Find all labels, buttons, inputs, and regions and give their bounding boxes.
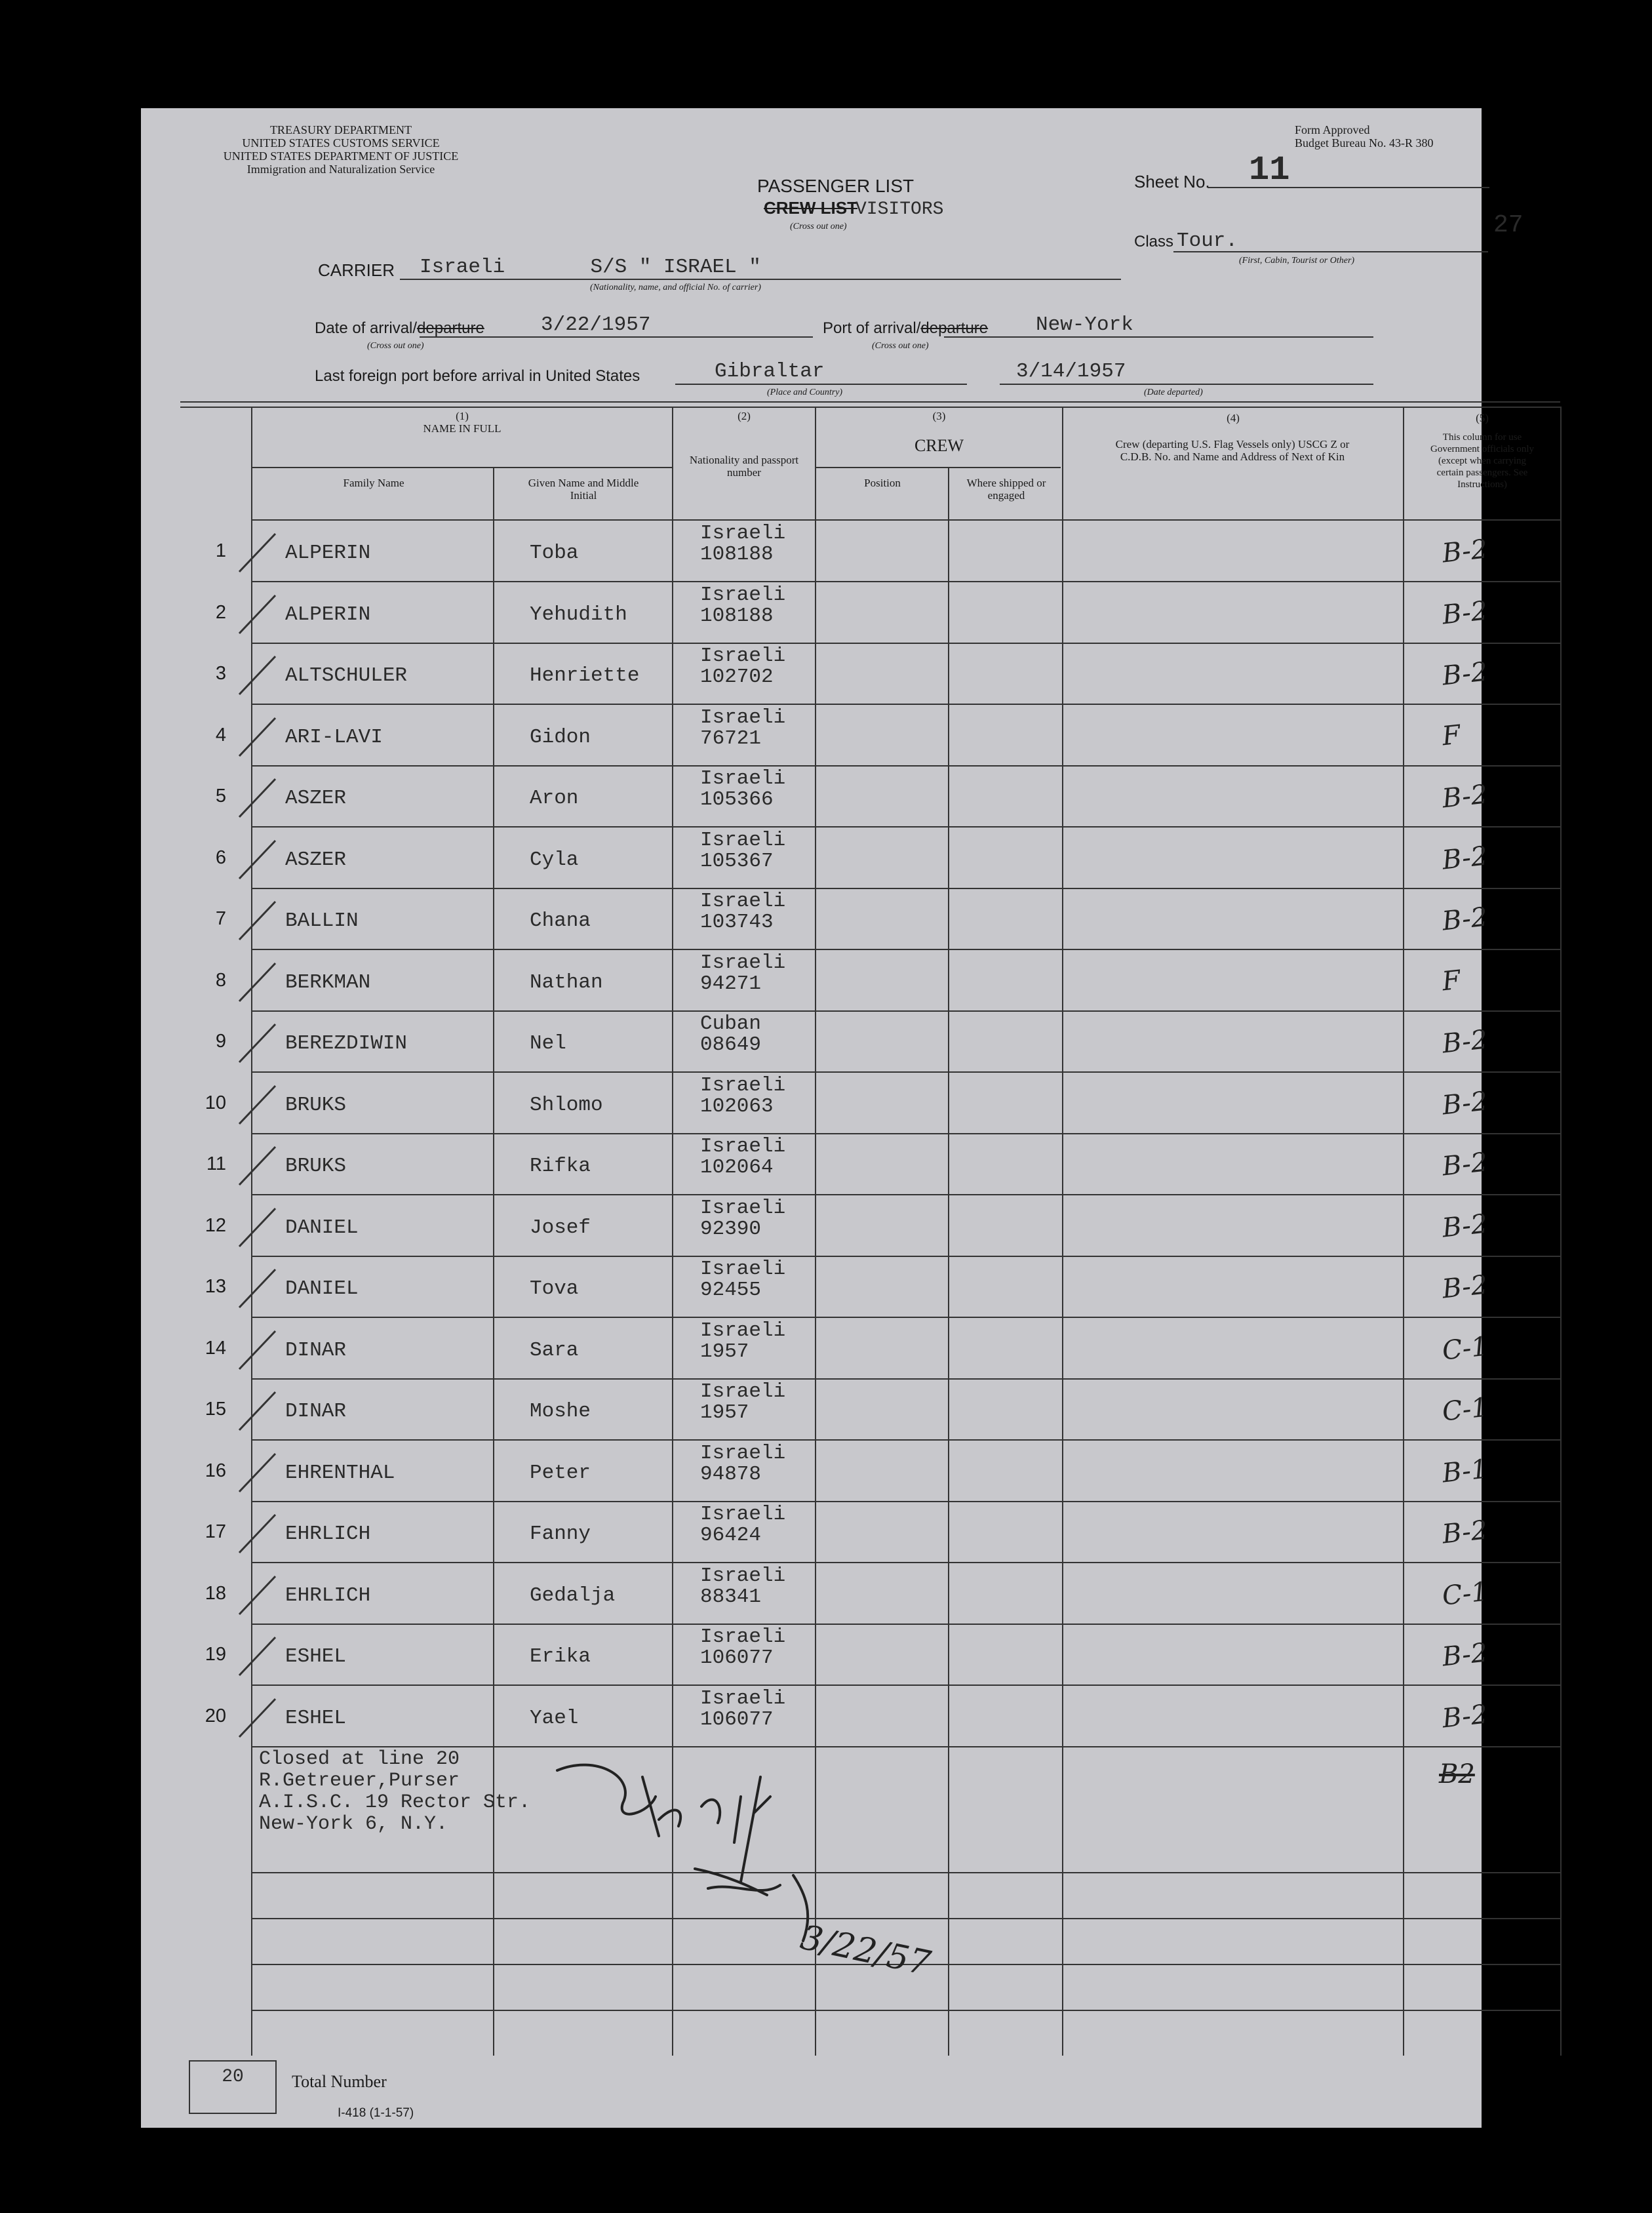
col1-header (252, 410, 672, 435)
dept-line: TREASURY DEPARTMENT (269, 123, 412, 136)
passport-number: 1957 (700, 1401, 749, 1424)
row-number: 13 (205, 1276, 226, 1297)
check-slash-icon (226, 894, 285, 953)
family-name: ESHEL (285, 1645, 347, 1668)
arrival-hint: (Cross out one) (367, 341, 424, 351)
nationality: Israeli (700, 1258, 786, 1281)
total-value: 20 (222, 2067, 244, 2087)
admission-code: B-2 (1440, 1699, 1489, 1734)
form-approved: Form Approved (1295, 123, 1370, 136)
passport-number: 106077 (700, 1646, 774, 1669)
dept-line: Immigration and Naturalization Service (246, 163, 435, 176)
given-name: Henriette (530, 664, 640, 687)
arrival-label-text: Date of arrival/ (315, 319, 418, 337)
total-box (189, 2060, 277, 2114)
table-top-rule (180, 401, 1560, 403)
closing-line: Closed at line 20 (259, 1748, 460, 1770)
closing-line: A.I.S.C. 19 Rector Str. (259, 1791, 531, 1814)
check-slash-icon (226, 955, 285, 1014)
col1-number: (1) (456, 410, 469, 422)
row-number: 10 (205, 1092, 226, 1113)
form-approved-block (1295, 123, 1433, 150)
table-row (0, 1255, 1652, 1317)
table-row (0, 1562, 1652, 1624)
nationality: Israeli (700, 1625, 786, 1648)
nationality: Israeli (700, 1197, 786, 1220)
admission-code: B-2 (1440, 1024, 1489, 1060)
family-name: DINAR (285, 1400, 347, 1423)
row-number: 7 (215, 908, 226, 929)
dept-line: UNITED STATES CUSTOMS SERVICE (242, 136, 440, 150)
family-name: ALTSCHULER (285, 664, 408, 687)
dept-line: UNITED STATES DEPARTMENT OF JUSTICE (223, 150, 459, 163)
col2-title: Nationality and passport number (689, 454, 799, 479)
admission-code: B-2 (1440, 1269, 1489, 1305)
nationality: Israeli (700, 1565, 786, 1587)
row-number: 12 (205, 1215, 226, 1236)
row-number: 19 (205, 1644, 226, 1665)
check-slash-icon (226, 1201, 285, 1260)
check-slash-icon (226, 1691, 285, 1750)
family-name: ALPERIN (285, 542, 371, 565)
admission-code: B-2 (1440, 1637, 1489, 1673)
family-name: DANIEL (285, 1277, 359, 1300)
table-row (0, 1623, 1652, 1685)
passport-number: 1957 (700, 1340, 749, 1363)
table-row (0, 519, 1652, 581)
check-slash-icon (226, 1446, 285, 1505)
passport-number: 92390 (700, 1218, 762, 1241)
nationality: Israeli (700, 829, 786, 852)
table-row (0, 1071, 1652, 1133)
family-name: DINAR (285, 1339, 347, 1362)
admission-code: B-2 (1440, 902, 1489, 937)
port-label-text: Port of arrival/ (823, 319, 921, 337)
nationality: Israeli (700, 645, 786, 668)
carrier-underline (400, 279, 1121, 280)
port-hint: (Cross out one) (872, 341, 929, 351)
col5-title: This column for use Government officials only (except when carrying certain passengers. See Instructions) (1430, 432, 1535, 490)
check-slash-icon (226, 648, 285, 708)
table-row (0, 826, 1652, 888)
given-name: Yael (530, 1707, 579, 1730)
table-row (0, 581, 1652, 643)
admission-code: B-2 (1440, 779, 1489, 814)
given-name: Cyla (530, 848, 579, 871)
given-name: Gedalja (530, 1584, 616, 1607)
crew-list-struck: CREW LIST (764, 198, 857, 218)
passport-number: 94271 (700, 972, 762, 995)
passport-number: 108188 (700, 605, 774, 628)
family-header: Family Name (343, 477, 404, 489)
carrier-value: Israeli S/S " ISRAEL " (420, 256, 761, 279)
check-slash-icon (226, 1139, 285, 1198)
family-name: EHRLICH (285, 1584, 371, 1607)
admission-code: B-2 (1440, 1208, 1489, 1244)
date-departed-underline (1000, 384, 1373, 385)
check-slash-icon (226, 833, 285, 892)
carrier-hint: (Nationality, name, and official No. of carrier) (590, 283, 761, 292)
page-number: 27 (1493, 211, 1524, 239)
check-slash-icon (226, 1078, 285, 1137)
passport-number: 105366 (700, 788, 774, 811)
row-rule (252, 1746, 1560, 1747)
row-number: 18 (205, 1583, 226, 1604)
crew-subheader-rule (815, 467, 1061, 468)
family-name: BEREZDIWIN (285, 1032, 408, 1055)
passport-number: 08649 (700, 1033, 762, 1056)
nationality: Israeli (700, 767, 786, 790)
closing-line: R.Getreuer,Purser (259, 1770, 460, 1792)
date-departed-hint: (Date departed) (1144, 388, 1203, 397)
passport-number: 103743 (700, 911, 774, 934)
sheet-underline (1208, 187, 1489, 188)
row-number: 2 (215, 602, 226, 623)
check-slash-icon (226, 1323, 285, 1382)
given-name: Fanny (530, 1523, 591, 1545)
family-name: ASZER (285, 848, 347, 871)
passport-number: 76721 (700, 727, 762, 750)
given-name: Erika (530, 1645, 591, 1668)
check-slash-icon (226, 1262, 285, 1321)
family-name: EHRENTHAL (285, 1462, 395, 1485)
table-row (0, 1010, 1652, 1071)
family-name: ESHEL (285, 1707, 347, 1730)
table-row (0, 1132, 1652, 1194)
row-number: 15 (205, 1399, 226, 1420)
nationality: Israeli (700, 1319, 786, 1342)
given-name: Aron (530, 787, 579, 810)
carrier-label: CARRIER (318, 260, 395, 280)
nationality: Israeli (700, 1687, 786, 1710)
row-number: 4 (215, 725, 226, 746)
check-slash-icon (226, 1568, 285, 1627)
nationality: Israeli (700, 522, 786, 545)
row-number: 8 (215, 970, 226, 991)
row-number: 14 (205, 1338, 226, 1359)
nationality: Israeli (700, 1442, 786, 1465)
admission-code: B-1 (1440, 1454, 1489, 1489)
department-block (197, 123, 485, 176)
closing-line: New-York 6, N.Y. (259, 1813, 448, 1835)
nationality: Israeli (700, 1503, 786, 1526)
table-row (0, 949, 1652, 1010)
visitors-label: VISITORS (856, 199, 944, 220)
table-row (0, 1500, 1652, 1562)
col2-number: (2) (738, 410, 751, 422)
blank-row-rule (252, 2010, 1560, 2011)
admission-code: C-1 (1440, 1392, 1489, 1427)
given-name: Shlomo (530, 1094, 603, 1117)
form-number: I-418 (1-1-57) (338, 2106, 414, 2120)
table-row (0, 1439, 1652, 1501)
table-row (0, 642, 1652, 704)
class-hint: (First, Cabin, Tourist or Other) (1239, 256, 1355, 266)
nationality: Israeli (700, 1135, 786, 1158)
nationality: Israeli (700, 890, 786, 913)
class-value: Tour. (1177, 229, 1238, 252)
passport-number: 102063 (700, 1095, 774, 1118)
passport-number: 105367 (700, 850, 774, 873)
nationality: Israeli (700, 584, 786, 607)
table-row (0, 1194, 1652, 1256)
check-slash-icon (226, 1507, 285, 1566)
date-departed: 3/14/1957 (1016, 360, 1126, 383)
table-row (0, 887, 1652, 949)
table-row (0, 1317, 1652, 1378)
struck-code: B2 (1439, 1759, 1475, 1789)
family-name: BERKMAN (285, 971, 371, 994)
table-row (0, 765, 1652, 826)
family-name: BRUKS (285, 1094, 347, 1117)
family-name: EHRLICH (285, 1523, 371, 1545)
nationality: Israeli (700, 1380, 786, 1403)
passport-number: 106077 (700, 1708, 774, 1731)
admission-code: C-1 (1440, 1576, 1489, 1612)
port-struck-text: departure (920, 319, 989, 337)
closing-block (259, 1749, 530, 1835)
family-name: ASZER (285, 787, 347, 810)
given-name: Nel (530, 1032, 566, 1055)
passport-number: 102702 (700, 666, 774, 688)
row-number: 20 (205, 1705, 226, 1726)
col4-number: (4) (1227, 412, 1240, 424)
given-name: Chana (530, 909, 591, 932)
col3-title: CREW (914, 436, 964, 455)
given-header: Given Name and Middle Initial (528, 477, 639, 502)
given-name: Yehudith (530, 603, 627, 626)
admission-code: B-2 (1440, 1147, 1489, 1182)
col5-number: (5) (1476, 412, 1489, 424)
given-name: Gidon (530, 726, 591, 749)
admission-code: B-2 (1440, 841, 1489, 876)
table-row (0, 704, 1652, 765)
table-top-rule-2 (180, 407, 1560, 408)
class-underline (1173, 251, 1488, 252)
row-number: 9 (215, 1031, 226, 1052)
given-name: Peter (530, 1462, 591, 1485)
check-slash-icon (226, 1016, 285, 1075)
admission-code: C-1 (1440, 1331, 1489, 1366)
admission-code: F (1440, 965, 1463, 997)
arrival-label (315, 319, 484, 338)
list-title: PASSENGER LIST (757, 176, 914, 196)
row-number: 11 (206, 1153, 226, 1174)
last-port-label: Last foreign port before arrival in United States (315, 367, 640, 385)
row-number: 17 (205, 1521, 226, 1542)
position-header: Position (864, 477, 901, 489)
last-port-hint: (Place and Country) (767, 388, 843, 397)
admission-code: B-2 (1440, 1086, 1489, 1121)
admission-code: B-2 (1440, 595, 1489, 631)
class-label: Class (1134, 233, 1174, 250)
family-name: DANIEL (285, 1216, 359, 1239)
given-name: Nathan (530, 971, 603, 994)
check-slash-icon (226, 588, 285, 647)
name-subheader-rule (252, 467, 672, 468)
table-row (0, 1685, 1652, 1746)
arrival-date: 3/22/1957 (541, 313, 651, 336)
admission-code: B-2 (1440, 656, 1489, 692)
nationality: Cuban (700, 1012, 762, 1035)
last-port-underline (675, 384, 967, 385)
last-port-value: Gibraltar (715, 360, 825, 383)
family-name: BALLIN (285, 909, 359, 932)
passport-number: 92455 (700, 1279, 762, 1302)
given-name: Josef (530, 1216, 591, 1239)
passport-number: 96424 (700, 1524, 762, 1547)
port-value: New-York (1036, 313, 1133, 336)
passport-number: 108188 (700, 543, 774, 566)
given-name: Tova (530, 1277, 579, 1300)
check-slash-icon (226, 526, 285, 585)
given-name: Rifka (530, 1155, 591, 1178)
row-number: 3 (215, 663, 226, 684)
admission-code: B-2 (1440, 1515, 1489, 1550)
sheet-label: Sheet No. (1134, 172, 1210, 191)
row-number: 5 (215, 786, 226, 807)
col4-title: Crew (departing U.S. Flag Vessels only) USCG Z or C.D.B. No. and Name and Address of Next of Kin (1115, 438, 1350, 463)
check-slash-icon (226, 710, 285, 769)
given-name: Sara (530, 1339, 579, 1362)
arrival-underline (420, 336, 813, 338)
arrival-struck-text: departure (417, 319, 484, 337)
nationality: Israeli (700, 1074, 786, 1097)
port-underline (944, 336, 1373, 338)
passport-number: 102064 (700, 1156, 774, 1179)
handwritten-date: 3/22/57 (796, 1917, 934, 1984)
nationality: Israeli (700, 706, 786, 729)
passport-number: 94878 (700, 1463, 762, 1486)
total-label: Total Number (292, 2072, 387, 2091)
check-slash-icon (226, 1384, 285, 1443)
col3-number: (3) (932, 410, 946, 422)
row-number: 1 (215, 540, 226, 561)
check-slash-icon (226, 771, 285, 830)
check-slash-icon (226, 1629, 285, 1688)
budget-bureau: Budget Bureau No. 43-R 380 (1295, 136, 1434, 150)
row-number: 16 (205, 1460, 226, 1481)
admission-code: F (1440, 719, 1463, 752)
nationality: Israeli (700, 951, 786, 974)
row-number: 6 (215, 847, 226, 868)
given-name: Moshe (530, 1400, 591, 1423)
sheet-number: 11 (1249, 151, 1290, 189)
passport-number: 88341 (700, 1585, 762, 1608)
col1-title: NAME IN FULL (423, 422, 502, 435)
family-name: ALPERIN (285, 603, 371, 626)
family-name: ARI-LAVI (285, 726, 383, 749)
admission-code: B-2 (1440, 534, 1489, 569)
port-label (823, 319, 988, 338)
cross-out-hint: (Cross out one) (790, 222, 847, 231)
given-name: Toba (530, 542, 579, 565)
family-name: BRUKS (285, 1155, 347, 1178)
table-row (0, 1378, 1652, 1439)
where-shipped-header: Where shipped or engaged (966, 477, 1046, 502)
